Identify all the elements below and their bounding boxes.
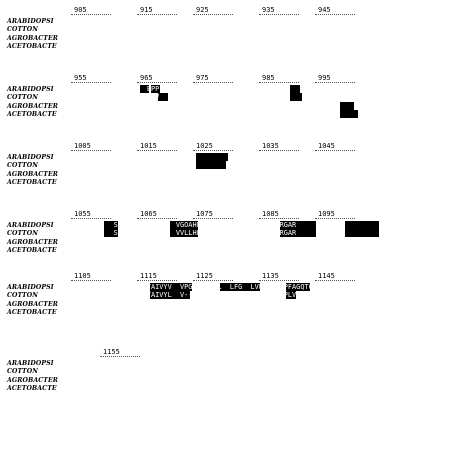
species-label: AGROBACTER bbox=[7, 239, 59, 246]
position-number: 905 bbox=[74, 6, 87, 14]
sequence-row: PSS QQSGQ GT EPP AVGPSRT YR VTRG bbox=[68, 85, 234, 93]
sequence-row: FFFFP bbox=[68, 359, 89, 367]
sequence-row: ----- bbox=[68, 367, 89, 375]
sequence-row: SKYF FSR VVLLHL YPFAKGL MARGAR bbox=[68, 229, 297, 237]
position-number: 1155 bbox=[103, 348, 120, 356]
ruler-tick bbox=[193, 218, 233, 220]
ruler-tick bbox=[315, 14, 355, 16]
position-number: 1105 bbox=[74, 272, 91, 280]
ruler-tick bbox=[315, 150, 355, 152]
position-number: 1145 bbox=[318, 272, 335, 280]
sequence-row: QWSEFGRV RRKKIAL TIG TALHAPLAA PGG-QGR CLYPLYNAAA bbox=[68, 300, 293, 308]
sequence-row: NSKLT bbox=[68, 153, 181, 161]
sequence-row: STAIVYL V--G--VLLAS LYSLVWAIIN PLVAEADGTT bbox=[68, 291, 326, 299]
position-number: 995 bbox=[318, 74, 331, 82]
species-label: COTTON bbox=[7, 368, 38, 375]
position-number: 1005 bbox=[74, 142, 91, 150]
ruler-tick bbox=[315, 218, 355, 220]
sequence-row: ITLTAGTAOG DFKGVDYNH GVEAHIFFV YEA-----P YGSPPHYHN bbox=[68, 110, 293, 118]
position-number: 985 bbox=[262, 74, 275, 82]
ruler-tick bbox=[137, 218, 177, 220]
ruler-tick bbox=[100, 356, 140, 358]
ruler-tick bbox=[71, 218, 111, 220]
conserved-residue-box bbox=[290, 85, 300, 93]
conserved-residue-box bbox=[345, 221, 379, 229]
sequence-row: KFLAL bbox=[68, 384, 89, 392]
species-label: ACETOBACTE bbox=[7, 179, 57, 186]
position-number: 1085 bbox=[262, 210, 279, 218]
position-number: 1075 bbox=[196, 210, 213, 218]
species-label: COTTON bbox=[7, 26, 38, 33]
sequence-row: LSCKN-GKAV F EVNNDDELE DLPRY--- FGRAD bbox=[68, 246, 276, 254]
species-label: ARABIDOPSI bbox=[7, 18, 54, 25]
sequence-row: VKAI LL bbox=[68, 25, 322, 33]
sequence-row: SKYT FSP VGOAHL YPFAKGL MARGAR bbox=[68, 221, 297, 229]
species-label: ACETOBACTE bbox=[7, 43, 57, 50]
position-number: 1125 bbox=[196, 272, 213, 280]
position-number: 925 bbox=[196, 6, 209, 14]
position-number: 1015 bbox=[140, 142, 157, 150]
species-label: ACETOBACTE bbox=[7, 247, 57, 254]
species-label: COTTON bbox=[7, 230, 38, 237]
ruler-tick bbox=[137, 150, 177, 152]
ruler-tick bbox=[193, 14, 233, 16]
ruler-tick bbox=[315, 82, 355, 84]
species-label: AGROBACTER bbox=[7, 377, 59, 384]
conserved-residue-box bbox=[340, 102, 354, 110]
species-label: AGROBACTER bbox=[7, 301, 59, 308]
species-label: ACETOBACTE bbox=[7, 385, 57, 392]
position-number: 1115 bbox=[140, 272, 157, 280]
species-label: ARABIDOPSI bbox=[7, 360, 54, 367]
position-number: 1025 bbox=[196, 142, 213, 150]
ruler-tick bbox=[71, 82, 111, 84]
species-label: ARABIDOPSI bbox=[7, 154, 54, 161]
position-number: 935 bbox=[262, 6, 275, 14]
sequence-row: CTAIVYV VPGSGIGVAL LFG LVWAIN PFAGQTGLGG bbox=[68, 283, 326, 291]
position-number: 1035 bbox=[262, 142, 279, 150]
species-label: COTTON bbox=[7, 292, 38, 299]
ruler-tick bbox=[259, 14, 299, 16]
position-number: 1065 bbox=[140, 210, 157, 218]
ruler-tick bbox=[71, 14, 111, 16]
sequence-row: VSPLF bbox=[68, 161, 181, 169]
sequence-row: AV-SPAAQ YEDDPPLRSL L SLLSIKAL PE--- FKKG KMMANSDRKA bbox=[68, 308, 309, 316]
conserved-residue-box bbox=[290, 93, 302, 101]
position-number: 915 bbox=[140, 6, 153, 14]
ruler-tick bbox=[259, 150, 299, 152]
sequence-row: VETVR--FGV VEV-----GE PFEPGIAVDH LIADL---- FANSE bbox=[68, 238, 284, 246]
ruler-tick bbox=[259, 280, 299, 282]
ruler-tick bbox=[193, 280, 233, 282]
conserved-residue-box bbox=[345, 229, 379, 237]
position-number: 965 bbox=[140, 74, 153, 82]
conserved-residue-box bbox=[340, 110, 358, 118]
species-label: ARABIDOPSI bbox=[7, 86, 54, 93]
sequence-row: -FLPHE VA bbox=[68, 17, 326, 25]
species-label: ACETOBACTE bbox=[7, 309, 57, 316]
species-label: AGROBACTER bbox=[7, 103, 59, 110]
sequence-row: AQGMTGDVS MQVAVIM-- PVDVSYRPV K-IRHAVLD GEETCIDATM bbox=[68, 178, 293, 186]
position-number: 955 bbox=[74, 74, 87, 82]
sequence-row: YPRTY YGTM GL-G-L- EFLTSHENGL AGTA-KRAYL LACIAAMISL bbox=[68, 42, 301, 50]
position-number: 1055 bbox=[74, 210, 91, 218]
ruler-tick bbox=[193, 82, 233, 84]
species-label: ACETOBACTE bbox=[7, 111, 57, 118]
ruler-tick bbox=[259, 218, 299, 220]
sequence-row: IFAGQRGMV SERGDKSABR FGVKRRQEW QLGSLEMV- bbox=[68, 102, 247, 110]
position-number: 975 bbox=[196, 74, 209, 82]
position-number: 1095 bbox=[318, 210, 335, 218]
ruler-tick bbox=[315, 280, 355, 282]
sequence-row: AVPASIORKE VHGLLNIFD SAIRRKQA AIVKVKPHSE GVPETMPLMV bbox=[68, 170, 297, 178]
species-label: COTTON bbox=[7, 94, 38, 101]
conserved-residue-box bbox=[196, 161, 226, 169]
species-label: ARABIDOPSI bbox=[7, 284, 54, 291]
species-label: ARABIDOPSI bbox=[7, 222, 54, 229]
species-label: COTTON bbox=[7, 162, 38, 169]
position-number: 1135 bbox=[262, 272, 279, 280]
sequence-row: LPF TLLIV NA VKV VLPSDALNK GYEA bbox=[68, 93, 230, 101]
conserved-residue-box bbox=[196, 153, 228, 161]
species-label: AGROBACTER bbox=[7, 35, 59, 42]
sequence-row: EIGPPF FAILLLVA M AFAVWRIYSE PYK ADVTL VVGGNLLNL bbox=[68, 34, 284, 42]
species-label: AGROBACTER bbox=[7, 171, 59, 178]
ruler-tick bbox=[71, 280, 111, 282]
ruler-tick bbox=[137, 82, 177, 84]
sequence-row: PA--- bbox=[68, 376, 89, 384]
ruler-tick bbox=[193, 150, 233, 152]
ruler-tick bbox=[259, 82, 299, 84]
position-number: 945 bbox=[318, 6, 331, 14]
ruler-tick bbox=[137, 280, 177, 282]
position-number: 1045 bbox=[318, 142, 335, 150]
ruler-tick bbox=[71, 150, 111, 152]
ruler-tick bbox=[137, 14, 177, 16]
